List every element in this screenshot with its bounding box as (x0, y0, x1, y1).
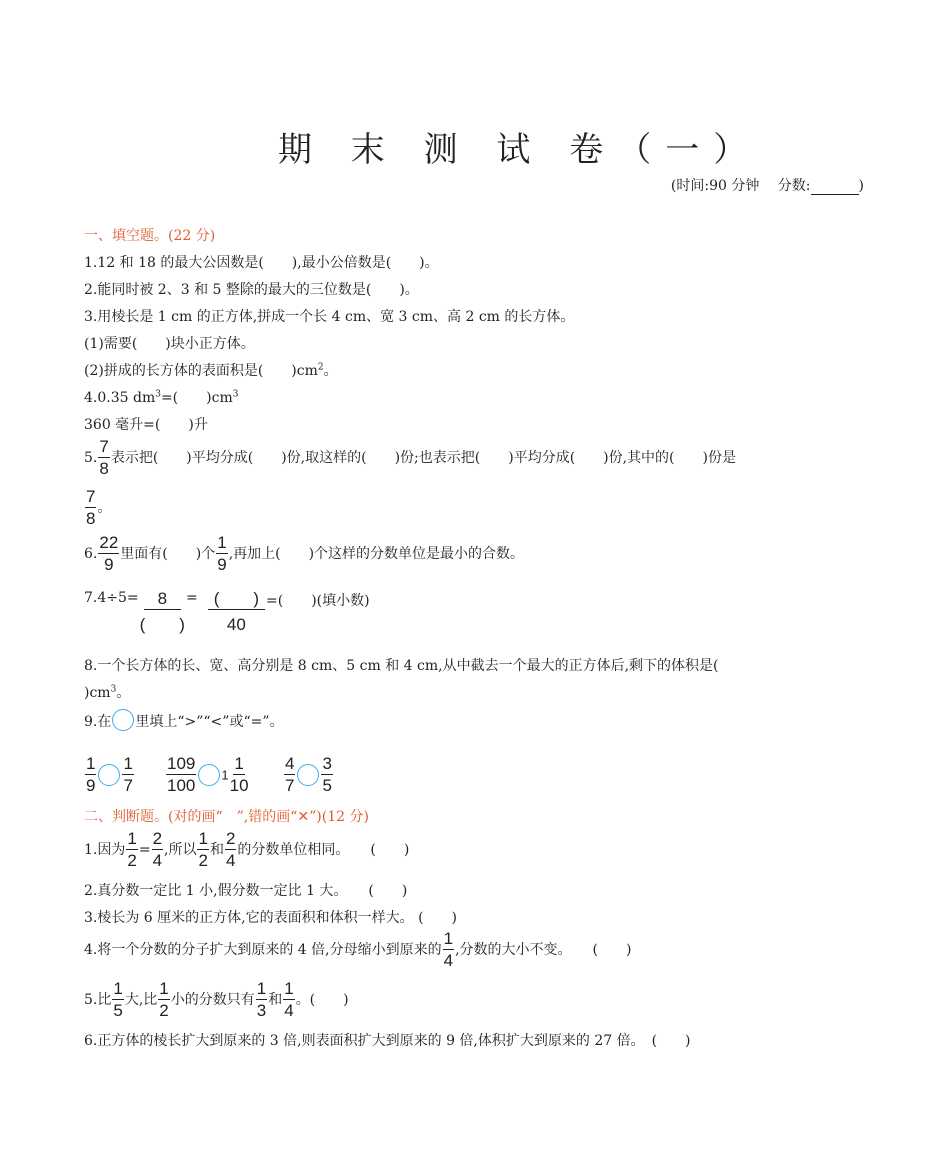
compare-item-3 (283, 755, 334, 795)
fraction-numerator: 1 (443, 929, 454, 948)
compare-left-fraction (284, 755, 295, 795)
j5-fraction-2 (158, 980, 169, 1020)
fraction-denominator: 8 (86, 509, 96, 528)
q8-sup: 3 (110, 684, 117, 695)
j1-equals: = (138, 842, 151, 858)
question-3b (84, 360, 338, 380)
question-6 (84, 534, 524, 574)
fraction-denominator: ( ) (139, 615, 185, 634)
judge-5 (84, 980, 349, 1020)
compare-item-2 (165, 755, 250, 795)
q4a-sup2: 3 (232, 389, 239, 400)
j5-text: 5.比 (84, 992, 112, 1008)
fraction-denominator: 4 (152, 851, 163, 870)
judge-2: 2.真分数一定比 1 小,假分数一定比 1 大。 ( ) (84, 883, 408, 899)
fraction-numerator: 3 (322, 754, 332, 773)
j1-end: 的分数单位相同。 ( ) (237, 842, 410, 858)
j5-fraction-1 (112, 980, 123, 1020)
fraction-denominator: 7 (123, 776, 133, 795)
section1-title: 一、填空题。(22 分) (84, 228, 216, 244)
j1-text: 1.因为 (84, 842, 126, 858)
fraction-numerator: 1 (217, 533, 227, 552)
exam-meta (671, 175, 864, 195)
fraction-denominator: 2 (198, 851, 208, 870)
fraction-numerator: 109 (167, 754, 196, 773)
compare-circle-input[interactable] (98, 764, 120, 786)
q6-end: ,再加上( )个这样的分数单位是最小的合数。 (228, 546, 525, 562)
compare-right-fraction (230, 755, 249, 795)
j4-end: ,分数的大小不变。 ( ) (455, 942, 632, 958)
fraction-numerator: 8 (144, 590, 181, 610)
q4a-text: 4.0.35 dm (84, 390, 156, 406)
judge-6: 6.正方体的棱长扩大到原来的 3 倍,则表面积扩大到原来的 9 倍,体积扩大到原来的 27 倍。 ( ) (84, 1033, 691, 1049)
q9-instruction: 里填上“>”“<”或“=”。 (135, 714, 284, 730)
j5-fraction-3 (256, 980, 267, 1020)
fraction-denominator: 4 (225, 851, 236, 870)
fraction-denominator: 9 (104, 555, 114, 574)
question-8-cont (84, 682, 130, 702)
question-2: 2.能同时被 2、3 和 5 整除的最大的三位数是( )。 (84, 282, 419, 298)
q6-fraction-1 (98, 534, 119, 574)
q5-number: 5. (84, 450, 98, 466)
question-9 (84, 709, 284, 731)
fraction-denominator: 2 (127, 851, 137, 870)
j1-fraction-3 (197, 830, 208, 870)
fraction-numerator: 22 (99, 533, 119, 552)
fraction-denominator: 2 (159, 1001, 169, 1020)
question-7 (84, 590, 370, 634)
question-4b: 360 毫升=( )升 (84, 417, 208, 433)
compare-right-fraction (321, 755, 332, 795)
fraction-denominator: 4 (443, 951, 454, 970)
j1-and: 和 (209, 842, 224, 858)
compare-left-fraction (166, 755, 196, 795)
fraction-numerator: 1 (127, 829, 137, 848)
q3b-sup: 2 (317, 362, 324, 373)
fraction-denominator: 4 (284, 1001, 294, 1020)
compare-item-1 (84, 755, 135, 795)
j5-end: 。( ) (295, 992, 349, 1008)
question-3: 3.用棱长是 1 cm 的正方体,拼成一个长 4 cm、宽 3 cm、高 2 cm 的长方体。 (84, 309, 575, 325)
j5-mid2: 小的分数只有 (170, 992, 255, 1008)
time-score-label: (时间:90 分钟 分数: (670, 178, 811, 194)
j4-text: 4.将一个分数的分子扩大到原来的 4 倍,分母缩小到原来的 (84, 942, 442, 958)
fraction-numerator: 1 (113, 979, 123, 998)
judge-4 (84, 930, 631, 970)
q8-text: )cm (84, 685, 111, 701)
fraction-numerator: 2 (152, 829, 163, 848)
fraction-numerator: 2 (225, 829, 236, 848)
q5-end: 。 (97, 500, 112, 516)
q7-fraction-2 (208, 590, 265, 634)
q3b-text: (2)拼成的长方体的表面积是( )cm (84, 363, 318, 379)
fraction-numerator: 1 (159, 979, 169, 998)
q8-end: 。 (116, 685, 131, 701)
q5-text: 表示把( )平均分成( )份,取这样的( )份;也表示把( )平均分成( )份,其中的( )份是 (110, 450, 736, 466)
q7-equals: = (185, 590, 198, 606)
judge-3: 3.棱长为 6 厘米的正方体,它的表面积和体积一样大。 ( ) (84, 910, 457, 926)
fraction-denominator: 100 (167, 776, 196, 795)
mixed-whole: 1 (221, 767, 229, 783)
question-5-cont (84, 488, 111, 528)
judge-1 (84, 830, 409, 870)
q6-number: 6. (84, 546, 98, 562)
fraction-denominator: 9 (217, 555, 227, 574)
fraction-numerator: 1 (86, 754, 96, 773)
j1-fraction-4 (225, 830, 236, 870)
q6-fraction-2 (216, 534, 227, 574)
q6-mid: 里面有( )个 (120, 546, 216, 562)
q4a-sup: 3 (155, 389, 161, 400)
q5-fraction-2 (85, 488, 96, 528)
fraction-denominator: 10 (229, 776, 249, 795)
q9-text: 9.在 (84, 714, 112, 730)
question-3a: (1)需要( )块小正方体。 (84, 336, 255, 352)
j1-fraction-2 (152, 830, 163, 870)
j1-mid: ,所以 (164, 842, 197, 858)
compare-circle-input[interactable] (198, 764, 220, 786)
fraction-denominator: 8 (99, 459, 109, 478)
j5-and: 和 (268, 992, 283, 1008)
fraction-denominator: 9 (86, 776, 96, 795)
q5-fraction (98, 438, 109, 478)
question-1: 1.12 和 18 的最大公因数是( ),最小公倍数是( )。 (84, 255, 439, 271)
j5-fraction-4 (283, 980, 294, 1020)
compare-right-fraction (122, 755, 133, 795)
q7-fraction-1 (140, 590, 185, 634)
score-blank[interactable] (811, 180, 859, 195)
q3b-end: 。 (323, 363, 338, 379)
fraction-numerator: 1 (284, 979, 294, 998)
fraction-numerator: 1 (234, 754, 244, 773)
compare-circle-input[interactable] (297, 764, 319, 786)
question-8: 8.一个长方体的长、宽、高分别是 8 cm、5 cm 和 4 cm,从中截去一个最大的正方体后,剩下的体积是( (84, 658, 719, 674)
q7-text: 7.4÷5= (84, 590, 139, 606)
j4-fraction (443, 930, 454, 970)
page-title: 期 末 测 试 卷（一） (278, 130, 762, 170)
section2-title: 二、判断题。(对的画“ ”,错的画“✕”)(12 分) (84, 809, 369, 825)
j1-fraction-1 (126, 830, 137, 870)
fraction-numerator: ( ) (208, 590, 265, 610)
fraction-numerator: 1 (123, 754, 133, 773)
j5-mid1: 大,比 (124, 992, 158, 1008)
fraction-denominator: 3 (256, 1001, 267, 1020)
circle-icon (112, 709, 134, 731)
fraction-numerator: 7 (99, 437, 109, 456)
fraction-numerator: 1 (198, 829, 208, 848)
fraction-denominator: 7 (285, 776, 295, 795)
q4a-mid: =( )cm (160, 390, 233, 406)
fraction-denominator: 40 (226, 615, 246, 634)
fraction-numerator: 4 (285, 754, 295, 773)
fraction-denominator: 5 (322, 776, 332, 795)
fraction-numerator: 1 (256, 979, 267, 998)
fraction-denominator: 5 (113, 1001, 123, 1020)
compare-left-fraction (85, 755, 96, 795)
meta-close: ) (858, 178, 864, 194)
question-5 (84, 438, 736, 478)
fraction-numerator: 7 (86, 487, 96, 506)
question-4a (84, 387, 238, 407)
q7-end: =( )(填小数) (266, 593, 370, 609)
